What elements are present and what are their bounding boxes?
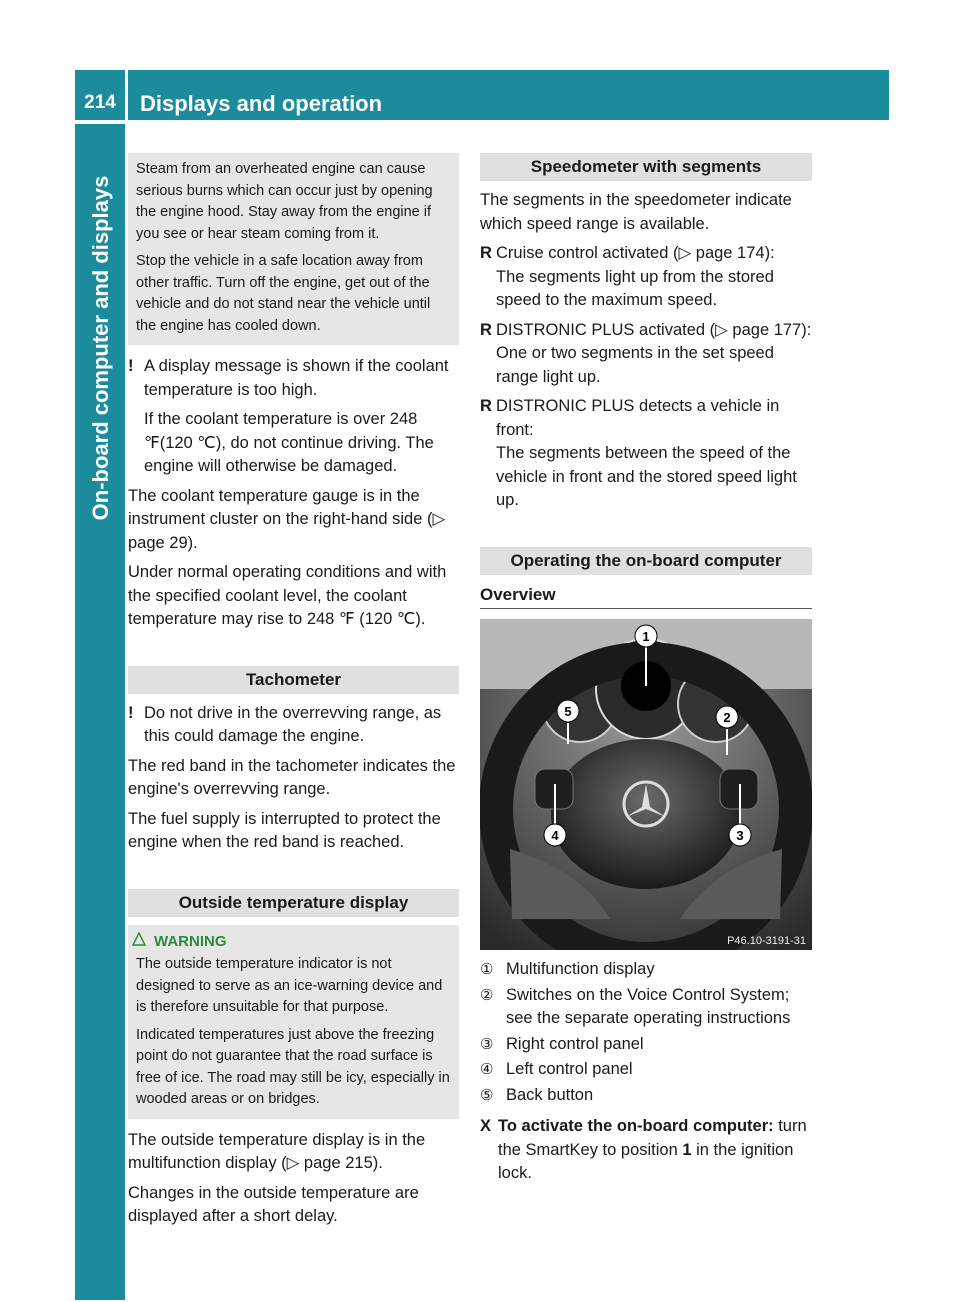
action-arrow-icon: X [480,1117,492,1135]
callout-3 [729,824,751,846]
overview-label: Overview [480,583,812,610]
callout-1 [635,625,657,647]
coolant-note-2: If the coolant temperature is over 248 ℉(120 ℃), do not continue driving. The engine will otherwise be damaged. [144,410,434,475]
steam-text-2: Stop the vehicle in a safe location away from other traffic. Turn off the engine, get out of the vehicle and do not stand near the vehicle until the engine has cooled down. [136,253,431,334]
speedometer-intro: The segments in the speedometer indicate which speed range is available. [480,191,792,233]
svg-text:2: 2 [723,710,731,725]
legend-item: ① Multifunction display [480,960,655,978]
svg-text:4: 4 [551,828,559,843]
warning-text-1: The outside temperature indicator is not designed to serve as an ice-warning device and is therefore unsuitable for that purpose. [136,956,443,1015]
side-tab-label: On-board computer and displays [88,175,113,521]
svg-text:1: 1 [642,629,650,644]
outside-paragraph-2: Changes in the outside temperature are displayed after a short delay. [128,1183,419,1225]
list-item: R DISTRONIC PLUS detects a vehicle in front: The segments between the speed of the vehicle in front and the stored speed light up. [480,397,797,509]
steam-warning-box [128,153,459,345]
notice-icon: ! [128,703,134,722]
list-item: R Cruise control activated (▷ page 174): The segments light up from the stored speed to the maximum speed. [480,244,775,309]
svg-text:3: 3 [736,828,744,843]
callout-2 [716,706,738,728]
coolant-paragraph-2: Under normal operating conditions and with the specified coolant level, the coolant temperature may rise to 248 ℉ (120 ℃). [128,563,447,628]
legend-item: ② Switches on the Voice Control System; see the separate operating instructions [480,985,791,1027]
warning-text-2: Indicated temperatures just above the freezing point do not guarantee that the road surface is free of ice. The road may still be icy, especially in wooded areas or on bridges. [136,1026,450,1107]
steering-wheel-figure [480,619,812,950]
warning-box [128,925,459,1119]
right-column [480,153,812,1186]
tachometer-paragraph-1: The red band in the tachometer indicates the engine's overrevving range. [128,756,456,798]
figure-code: P46.10-3191-31 [727,935,806,947]
callout-4 [544,824,566,846]
notice-icon: ! [128,357,134,375]
outside-temp-heading: Outside temperature display [128,889,459,917]
coolant-paragraph-1: The coolant temperature gauge is in the instrument cluster on the right-hand side (▷ page 29). [128,486,446,552]
legend-item: ⑤ Back button [480,1085,594,1104]
warning-triangle-icon [132,931,146,953]
page-number: 214 [75,70,125,120]
outside-paragraph-1: The outside temperature display is in the multifunction display (▷ page 215). [128,1130,426,1172]
page-title: Displays and operation [128,70,889,120]
action-step: X To activate the on-board computer: turn the SmartKey to position 1 in the ignition lock. [480,1117,807,1182]
page-header [75,70,889,120]
svg-text:5: 5 [564,704,572,719]
callout-5 [557,700,579,722]
legend-item: ④ Left control panel [480,1060,633,1078]
warning-heading: WARNING [136,931,451,953]
steam-text-1: Steam from an overheated engine can cause serious burns which can occur just by opening the engine hood. Stay away from the engine if you see or hear steam coming from it. [136,161,433,242]
speedometer-heading: Speedometer with segments [480,153,812,181]
legend-item: ③ Right control panel [480,1034,644,1053]
tachometer-paragraph-2: The fuel supply is interrupted to protect the engine when the red band is reached. [128,809,441,851]
tachometer-heading: Tachometer [128,666,459,694]
coolant-note: ! A display message is shown if the coolant temperature is too high. [128,357,449,399]
tachometer-note: ! Do not drive in the overrevving range, as this could damage the engine. [128,703,442,745]
list-item: R DISTRONIC PLUS activated (▷ page 177): One or two segments in the set speed range light up. [480,320,812,386]
operating-heading: Operating the on-board computer [480,547,812,575]
left-column [128,153,459,1235]
